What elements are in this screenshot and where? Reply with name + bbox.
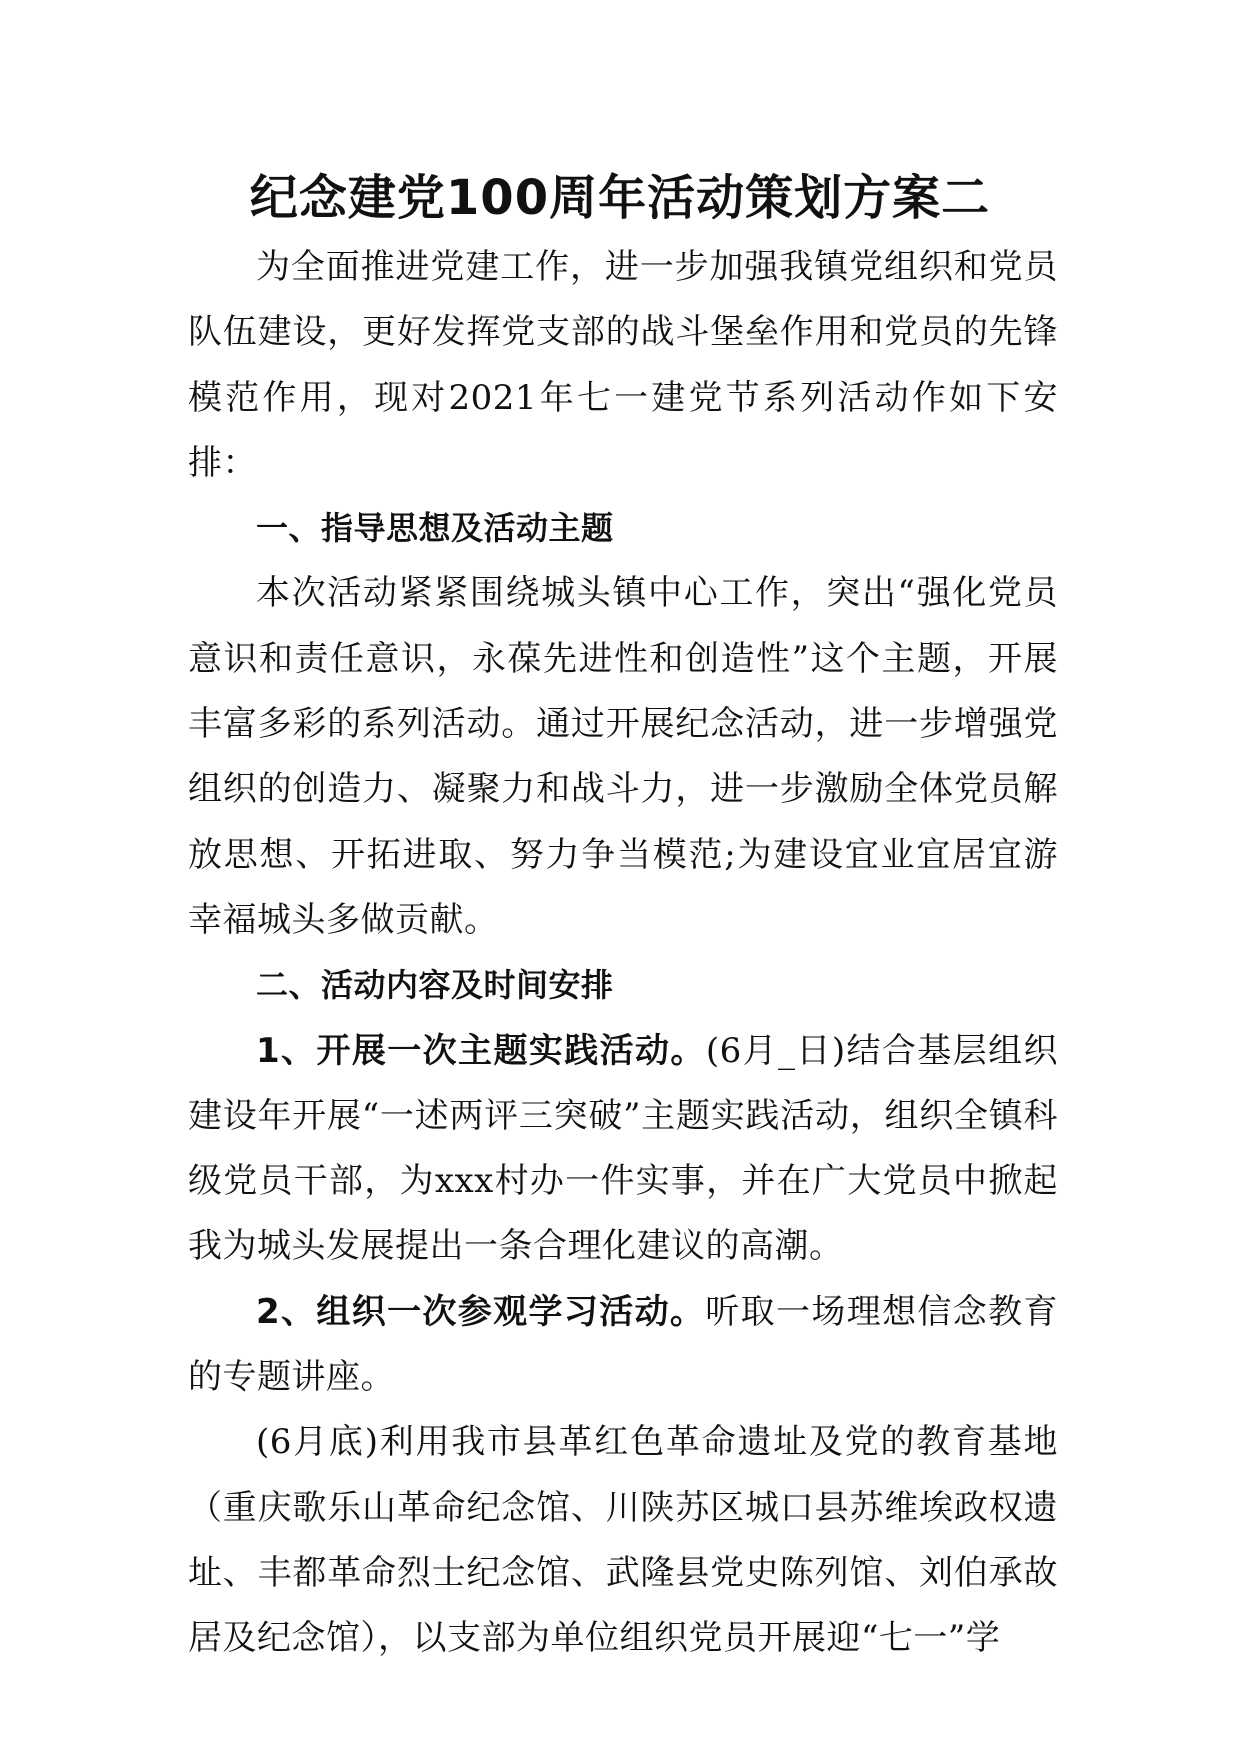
activity-item-1-lead: 1、开展一次主题实践活动。 — [256, 1030, 706, 1071]
activity-item-2-text: 听取一场理想信念教育的专题讲座。 — [188, 1291, 1058, 1398]
document-body — [188, 235, 1058, 1672]
activity-item-2-lead: 2、组织一次参观学习活动。 — [256, 1291, 706, 1332]
section-heading-guiding-ideology: 一、指导思想及活动主题 — [256, 509, 614, 548]
visit-paragraph: (6月底)利用我市县革红色革命遗址及党的教育基地（重庆歌乐山革命纪念馆、川陕苏区城口县苏维埃政权遗址、丰都革命烈士纪念馆、武隆县党史陈列馆、刘伯承故居及纪念馆），以支部为单位组织党员开展迎“七一”学 — [188, 1422, 1058, 1659]
activity-item-1-text: (6月_日)结合基层组织建设年开展“一述两评三突破”主题实践活动，组织全镇科级党员干部，为xxx村办一件实事，并在广大党员中掀起我为城头发展提出一条合理化建议的高潮。 — [188, 1030, 1058, 1267]
document-title: 纪念建党100周年活动策划方案二 — [249, 170, 991, 226]
intro-paragraph: 为全面推进党建工作，进一步加强我镇党组织和党员队伍建设，更好发挥党支部的战斗堡垒作用和党员的先锋模范作用，现对2021年七一建党节系列活动作如下安排： — [188, 247, 1058, 483]
activity-item-2 — [188, 1280, 1058, 1411]
activity-item-1 — [188, 1019, 1058, 1280]
theme-paragraph: 本次活动紧紧围绕城头镇中心工作，突出“强化党员意识和责任意识，永葆先进性和创造性”这个主题，开展丰富多彩的系列活动。通过开展纪念活动，进一步增强党组织的创造力、凝聚力和战斗力，进一步激励全体党员解放思想、开拓进取、努力争当模范;为建设宜业宜居宜游幸福城头多做贡献。 — [188, 573, 1058, 940]
section-heading-activity-schedule: 二、活动内容及时间安排 — [256, 966, 614, 1005]
